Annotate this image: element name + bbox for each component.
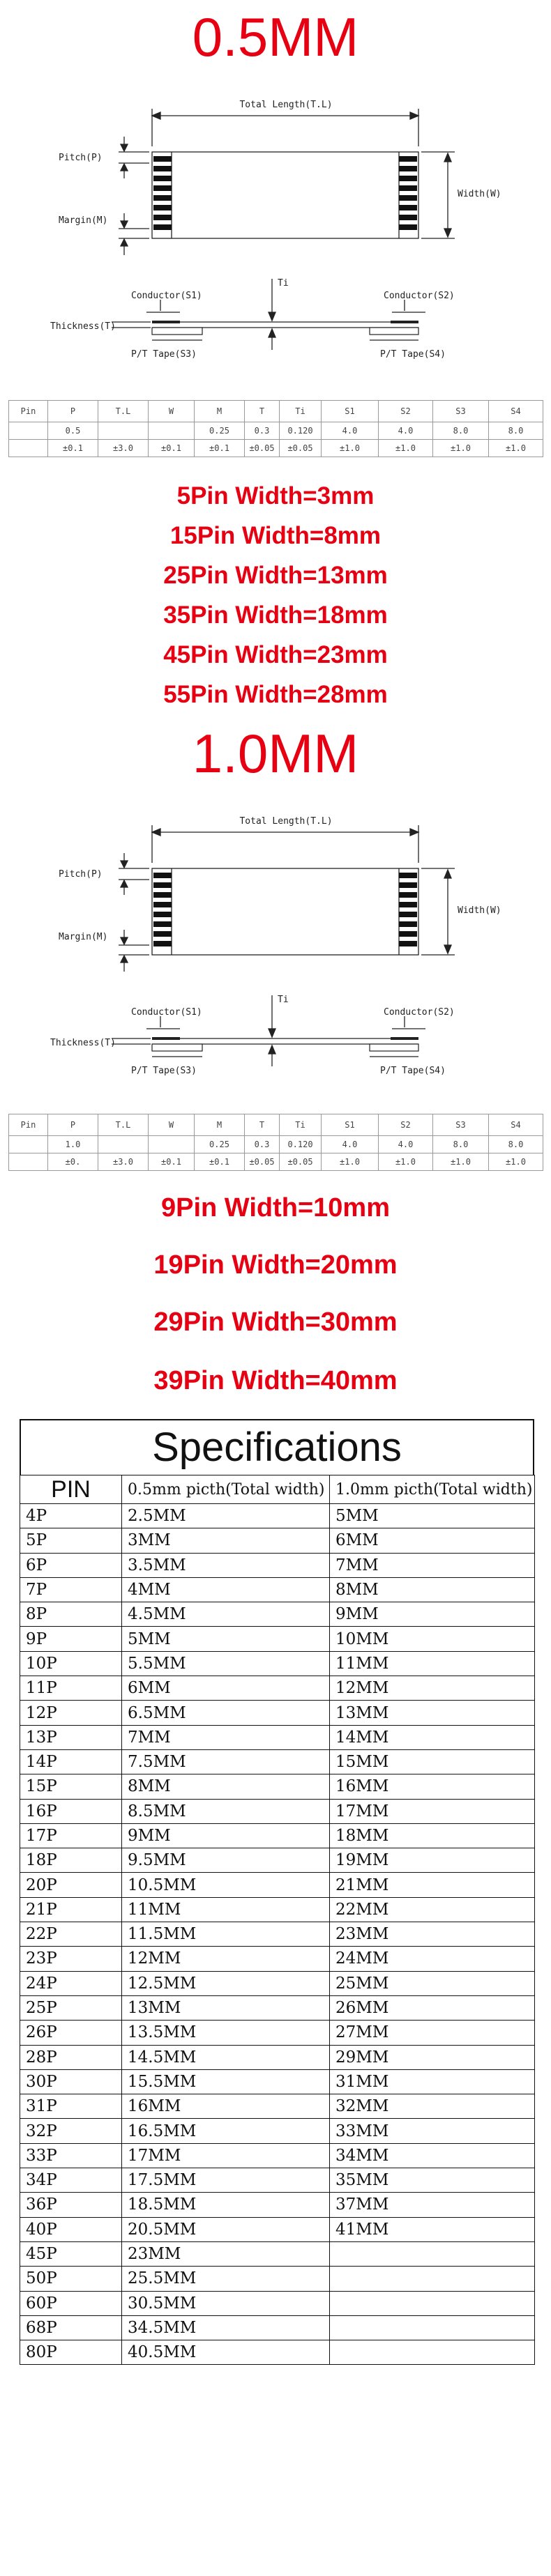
spec-row xyxy=(20,2168,535,2193)
spec-width-cell: 26MM xyxy=(330,1995,535,2020)
spec-row xyxy=(20,2291,535,2315)
spec-width-cell: 18.5MM xyxy=(122,2193,330,2217)
spec-width-cell xyxy=(330,2291,535,2315)
spec-row xyxy=(20,1922,535,1947)
spec-width-cell: 2.5MM xyxy=(122,1504,330,1528)
spec-pin-cell: 8P xyxy=(20,1602,122,1627)
param-table-10mm xyxy=(8,1114,543,1171)
label-margin: Margin(M) xyxy=(59,215,108,226)
label-thickness: Thickness(T) xyxy=(50,1038,116,1048)
ffc-diagram-10mm xyxy=(0,793,551,1100)
spec-pin-cell: 21P xyxy=(20,1897,122,1922)
spec-pin-cell: 60P xyxy=(20,2291,122,2315)
spec-row xyxy=(20,1577,535,1602)
spec-width-cell xyxy=(330,2241,535,2266)
spec-width-cell: 24MM xyxy=(330,1947,535,1971)
spec-header-pin: PIN xyxy=(20,1475,122,1504)
label-ti: Ti xyxy=(278,995,289,1005)
spec-width-cell: 31MM xyxy=(330,2069,535,2094)
spec-width-cell: 8.5MM xyxy=(122,1799,330,1823)
spec-pin-cell: 30P xyxy=(20,2069,122,2094)
spec-pin-cell: 25P xyxy=(20,1995,122,2020)
spec-pin-cell: 12P xyxy=(20,1701,122,1725)
spec-pin-cell: 31P xyxy=(20,2094,122,2119)
spec-width-cell: 5.5MM xyxy=(122,1651,330,1676)
spec-width-cell: 4MM xyxy=(122,1577,330,1602)
spec-row xyxy=(20,1873,535,1897)
spec-width-cell: 17.5MM xyxy=(122,2168,330,2193)
spec-pin-cell: 24P xyxy=(20,1971,122,1995)
spec-pin-cell: 13P xyxy=(20,1725,122,1749)
spec-width-cell: 8MM xyxy=(330,1577,535,1602)
spec-width-cell: 12.5MM xyxy=(122,1971,330,1995)
label-total-length: Total Length(T.L) xyxy=(239,816,333,827)
spec-pin-cell: 14P xyxy=(20,1749,122,1774)
width-item: 19Pin Width=20mm xyxy=(153,1250,398,1280)
spec-width-cell: 4.5MM xyxy=(122,1602,330,1627)
spec-width-cell: 6.5MM xyxy=(122,1701,330,1725)
spec-width-cell: 30.5MM xyxy=(122,2291,330,2315)
label-margin: Margin(M) xyxy=(59,932,108,942)
spec-width-cell: 6MM xyxy=(122,1676,330,1701)
spec-width-cell xyxy=(330,2267,535,2291)
spec-width-cell: 32MM xyxy=(330,2094,535,2119)
spec-row xyxy=(20,2143,535,2168)
spec-row xyxy=(20,1676,535,1701)
label-total-length: Total Length(T.L) xyxy=(239,100,333,110)
spec-width-cell: 25MM xyxy=(330,1971,535,1995)
spec-width-cell: 17MM xyxy=(122,2143,330,2168)
spec-width-cell: 12MM xyxy=(122,1947,330,1971)
spec-row xyxy=(20,2267,535,2291)
spec-pin-cell: 5P xyxy=(20,1528,122,1553)
spec-width-cell: 37MM xyxy=(330,2193,535,2217)
spec-width-cell: 20.5MM xyxy=(122,2217,330,2241)
width-item: 9Pin Width=10mm xyxy=(160,1193,390,1222)
spec-width-cell: 34MM xyxy=(330,2143,535,2168)
spec-row xyxy=(20,1651,535,1676)
spec-width-cell: 23MM xyxy=(122,2241,330,2266)
spec-row xyxy=(20,1774,535,1799)
spec-width-cell: 15MM xyxy=(330,1749,535,1774)
spec-width-cell: 19MM xyxy=(330,1848,535,1873)
width-item: 39Pin Width=40mm xyxy=(153,1366,398,1395)
spec-width-cell xyxy=(330,2340,535,2365)
spec-pin-cell: 11P xyxy=(20,1676,122,1701)
table-row: 1.0 0.25 0.3 0.120 4.0 4.0 8.0 8.0 xyxy=(9,1136,543,1153)
spec-row xyxy=(20,2119,535,2143)
spec-row xyxy=(20,1725,535,1749)
spec-width-cell: 35MM xyxy=(330,2168,535,2193)
spec-width-cell: 23MM xyxy=(330,1922,535,1947)
spec-pin-cell: 23P xyxy=(20,1947,122,1971)
spec-pin-cell: 7P xyxy=(20,1577,122,1602)
spec-width-cell: 13.5MM xyxy=(122,2021,330,2045)
spec-pin-cell: 32P xyxy=(20,2119,122,2143)
spec-pin-cell: 22P xyxy=(20,1922,122,1947)
spec-pin-cell: 33P xyxy=(20,2143,122,2168)
width-item: 55Pin Width=28mm xyxy=(163,681,388,708)
spec-pin-cell: 15P xyxy=(20,1774,122,1799)
spec-row xyxy=(20,1504,535,1528)
label-conductor-s1: Conductor(S1) xyxy=(131,1007,202,1018)
spec-width-cell: 16MM xyxy=(122,2094,330,2119)
spec-header-05: 0.5mm picth(Total width) xyxy=(122,1475,330,1504)
label-pt-tape-s3: P/T Tape(S3) xyxy=(131,349,197,360)
spec-pin-cell: 18P xyxy=(20,1848,122,1873)
spec-width-cell: 14MM xyxy=(330,1725,535,1749)
width-item: 29Pin Width=30mm xyxy=(153,1308,398,1337)
label-ti: Ti xyxy=(278,278,289,289)
table-row: 0.5 0.25 0.3 0.120 4.0 4.0 8.0 8.0 xyxy=(9,422,543,440)
spec-width-cell: 15.5MM xyxy=(122,2069,330,2094)
spec-width-cell: 25.5MM xyxy=(122,2267,330,2291)
spec-width-cell: 5MM xyxy=(122,1627,330,1651)
spec-row xyxy=(20,1602,535,1627)
spec-pin-cell: 16P xyxy=(20,1799,122,1823)
spec-width-cell: 22MM xyxy=(330,1897,535,1922)
spec-width-cell: 18MM xyxy=(330,1823,535,1848)
spec-width-cell: 14.5MM xyxy=(122,2045,330,2069)
spec-width-cell: 7MM xyxy=(122,1725,330,1749)
spec-pin-cell: 26P xyxy=(20,2021,122,2045)
label-pt-tape-s4: P/T Tape(S4) xyxy=(380,1066,446,1076)
spec-width-cell: 13MM xyxy=(330,1701,535,1725)
table-row: ±0.1 ±3.0 ±0.1 ±0.1 ±0.05 ±0.05 ±1.0 ±1.0 ±1.0 ±1.0 xyxy=(9,440,543,457)
param-table-05mm xyxy=(8,400,543,457)
spec-grid xyxy=(20,1475,535,2365)
spec-row xyxy=(20,2315,535,2340)
table-header-row: Pin P T.L W M T Ti S1 S2 S3 S4 xyxy=(9,1114,543,1136)
spec-row xyxy=(20,2045,535,2069)
spec-width-cell: 10.5MM xyxy=(122,1873,330,1897)
spec-width-cell: 9.5MM xyxy=(122,1848,330,1873)
spec-width-cell: 7.5MM xyxy=(122,1749,330,1774)
table-header-row: Pin P T.L W M T Ti S1 S2 S3 S4 xyxy=(9,401,543,422)
spec-width-cell: 27MM xyxy=(330,2021,535,2045)
spec-pin-cell: 80P xyxy=(20,2340,122,2365)
spec-width-cell: 21MM xyxy=(330,1873,535,1897)
label-conductor-s2: Conductor(S2) xyxy=(384,291,455,301)
spec-pin-cell: 45P xyxy=(20,2241,122,2266)
spec-width-cell: 10MM xyxy=(330,1627,535,1651)
ffc-diagram-05mm xyxy=(0,77,551,383)
spec-width-cell xyxy=(330,2315,535,2340)
spec-pin-cell: 4P xyxy=(20,1504,122,1528)
width-item: 35Pin Width=18mm xyxy=(163,601,388,629)
spec-width-cell: 13MM xyxy=(122,1995,330,2020)
spec-pin-cell: 6P xyxy=(20,1553,122,1577)
spec-width-cell: 33MM xyxy=(330,2119,535,2143)
spec-width-cell: 3.5MM xyxy=(122,1553,330,1577)
spec-width-cell: 11MM xyxy=(122,1897,330,1922)
spec-width-cell: 16.5MM xyxy=(122,2119,330,2143)
specifications-title: Specifications xyxy=(20,1419,534,1475)
spec-pin-cell: 68P xyxy=(20,2315,122,2340)
spec-width-cell: 8MM xyxy=(122,1774,330,1799)
label-conductor-s1: Conductor(S1) xyxy=(131,291,202,301)
spec-row xyxy=(20,1995,535,2020)
section-title-10mm: 1.0MM xyxy=(192,723,359,784)
label-pitch: Pitch(P) xyxy=(59,153,103,163)
label-pt-tape-s3: P/T Tape(S3) xyxy=(131,1066,197,1076)
label-pt-tape-s4: P/T Tape(S4) xyxy=(380,349,446,360)
spec-row xyxy=(20,1701,535,1725)
label-width: Width(W) xyxy=(458,189,501,199)
spec-row xyxy=(20,1897,535,1922)
spec-row xyxy=(20,1528,535,1553)
table-row: ±0. ±3.0 ±0.1 ±0.1 ±0.05 ±0.05 ±1.0 ±1.0 ±1.0 ±1.0 xyxy=(9,1153,543,1171)
spec-row xyxy=(20,1799,535,1823)
spec-width-cell: 17MM xyxy=(330,1799,535,1823)
label-width: Width(W) xyxy=(458,905,501,916)
spec-row xyxy=(20,1947,535,1971)
spec-row xyxy=(20,1627,535,1651)
spec-header-10: 1.0mm picth(Total width) xyxy=(330,1475,535,1504)
label-conductor-s2: Conductor(S2) xyxy=(384,1007,455,1018)
spec-width-cell: 11.5MM xyxy=(122,1922,330,1947)
spec-width-cell: 12MM xyxy=(330,1676,535,1701)
spec-pin-cell: 36P xyxy=(20,2193,122,2217)
spec-width-cell: 41MM xyxy=(330,2217,535,2241)
spec-width-cell: 9MM xyxy=(330,1602,535,1627)
spec-row xyxy=(20,2241,535,2266)
spec-pin-cell: 28P xyxy=(20,2045,122,2069)
spec-pin-cell: 17P xyxy=(20,1823,122,1848)
spec-pin-cell: 9P xyxy=(20,1627,122,1651)
spec-row xyxy=(20,2217,535,2241)
spec-row xyxy=(20,2021,535,2045)
width-item: 25Pin Width=13mm xyxy=(163,562,388,589)
spec-width-cell: 5MM xyxy=(330,1504,535,1528)
spec-width-cell: 16MM xyxy=(330,1774,535,1799)
spec-row xyxy=(20,2193,535,2217)
spec-pin-cell: 34P xyxy=(20,2168,122,2193)
specifications-table xyxy=(20,1419,534,2365)
spec-pin-cell: 50P xyxy=(20,2267,122,2291)
spec-width-cell: 34.5MM xyxy=(122,2315,330,2340)
section-title-05mm: 0.5MM xyxy=(192,6,359,68)
spec-width-cell: 29MM xyxy=(330,2045,535,2069)
spec-row xyxy=(20,1823,535,1848)
spec-width-cell: 7MM xyxy=(330,1553,535,1577)
spec-row xyxy=(20,1553,535,1577)
spec-width-cell: 6MM xyxy=(330,1528,535,1553)
spec-width-cell: 3MM xyxy=(122,1528,330,1553)
spec-width-cell: 9MM xyxy=(122,1823,330,1848)
label-pitch: Pitch(P) xyxy=(59,869,103,880)
spec-row xyxy=(20,2094,535,2119)
spec-width-cell: 11MM xyxy=(330,1651,535,1676)
label-thickness: Thickness(T) xyxy=(50,321,116,332)
width-item: 15Pin Width=8mm xyxy=(169,522,382,549)
spec-row xyxy=(20,2340,535,2365)
spec-row xyxy=(20,1848,535,1873)
spec-row xyxy=(20,1971,535,1995)
width-item: 45Pin Width=23mm xyxy=(163,641,388,668)
spec-width-cell: 40.5MM xyxy=(122,2340,330,2365)
spec-header-row xyxy=(20,1475,535,1504)
spec-row xyxy=(20,1749,535,1774)
width-item: 5Pin Width=3mm xyxy=(176,482,375,509)
spec-pin-cell: 20P xyxy=(20,1873,122,1897)
spec-pin-cell: 10P xyxy=(20,1651,122,1676)
spec-row xyxy=(20,2069,535,2094)
spec-pin-cell: 40P xyxy=(20,2217,122,2241)
